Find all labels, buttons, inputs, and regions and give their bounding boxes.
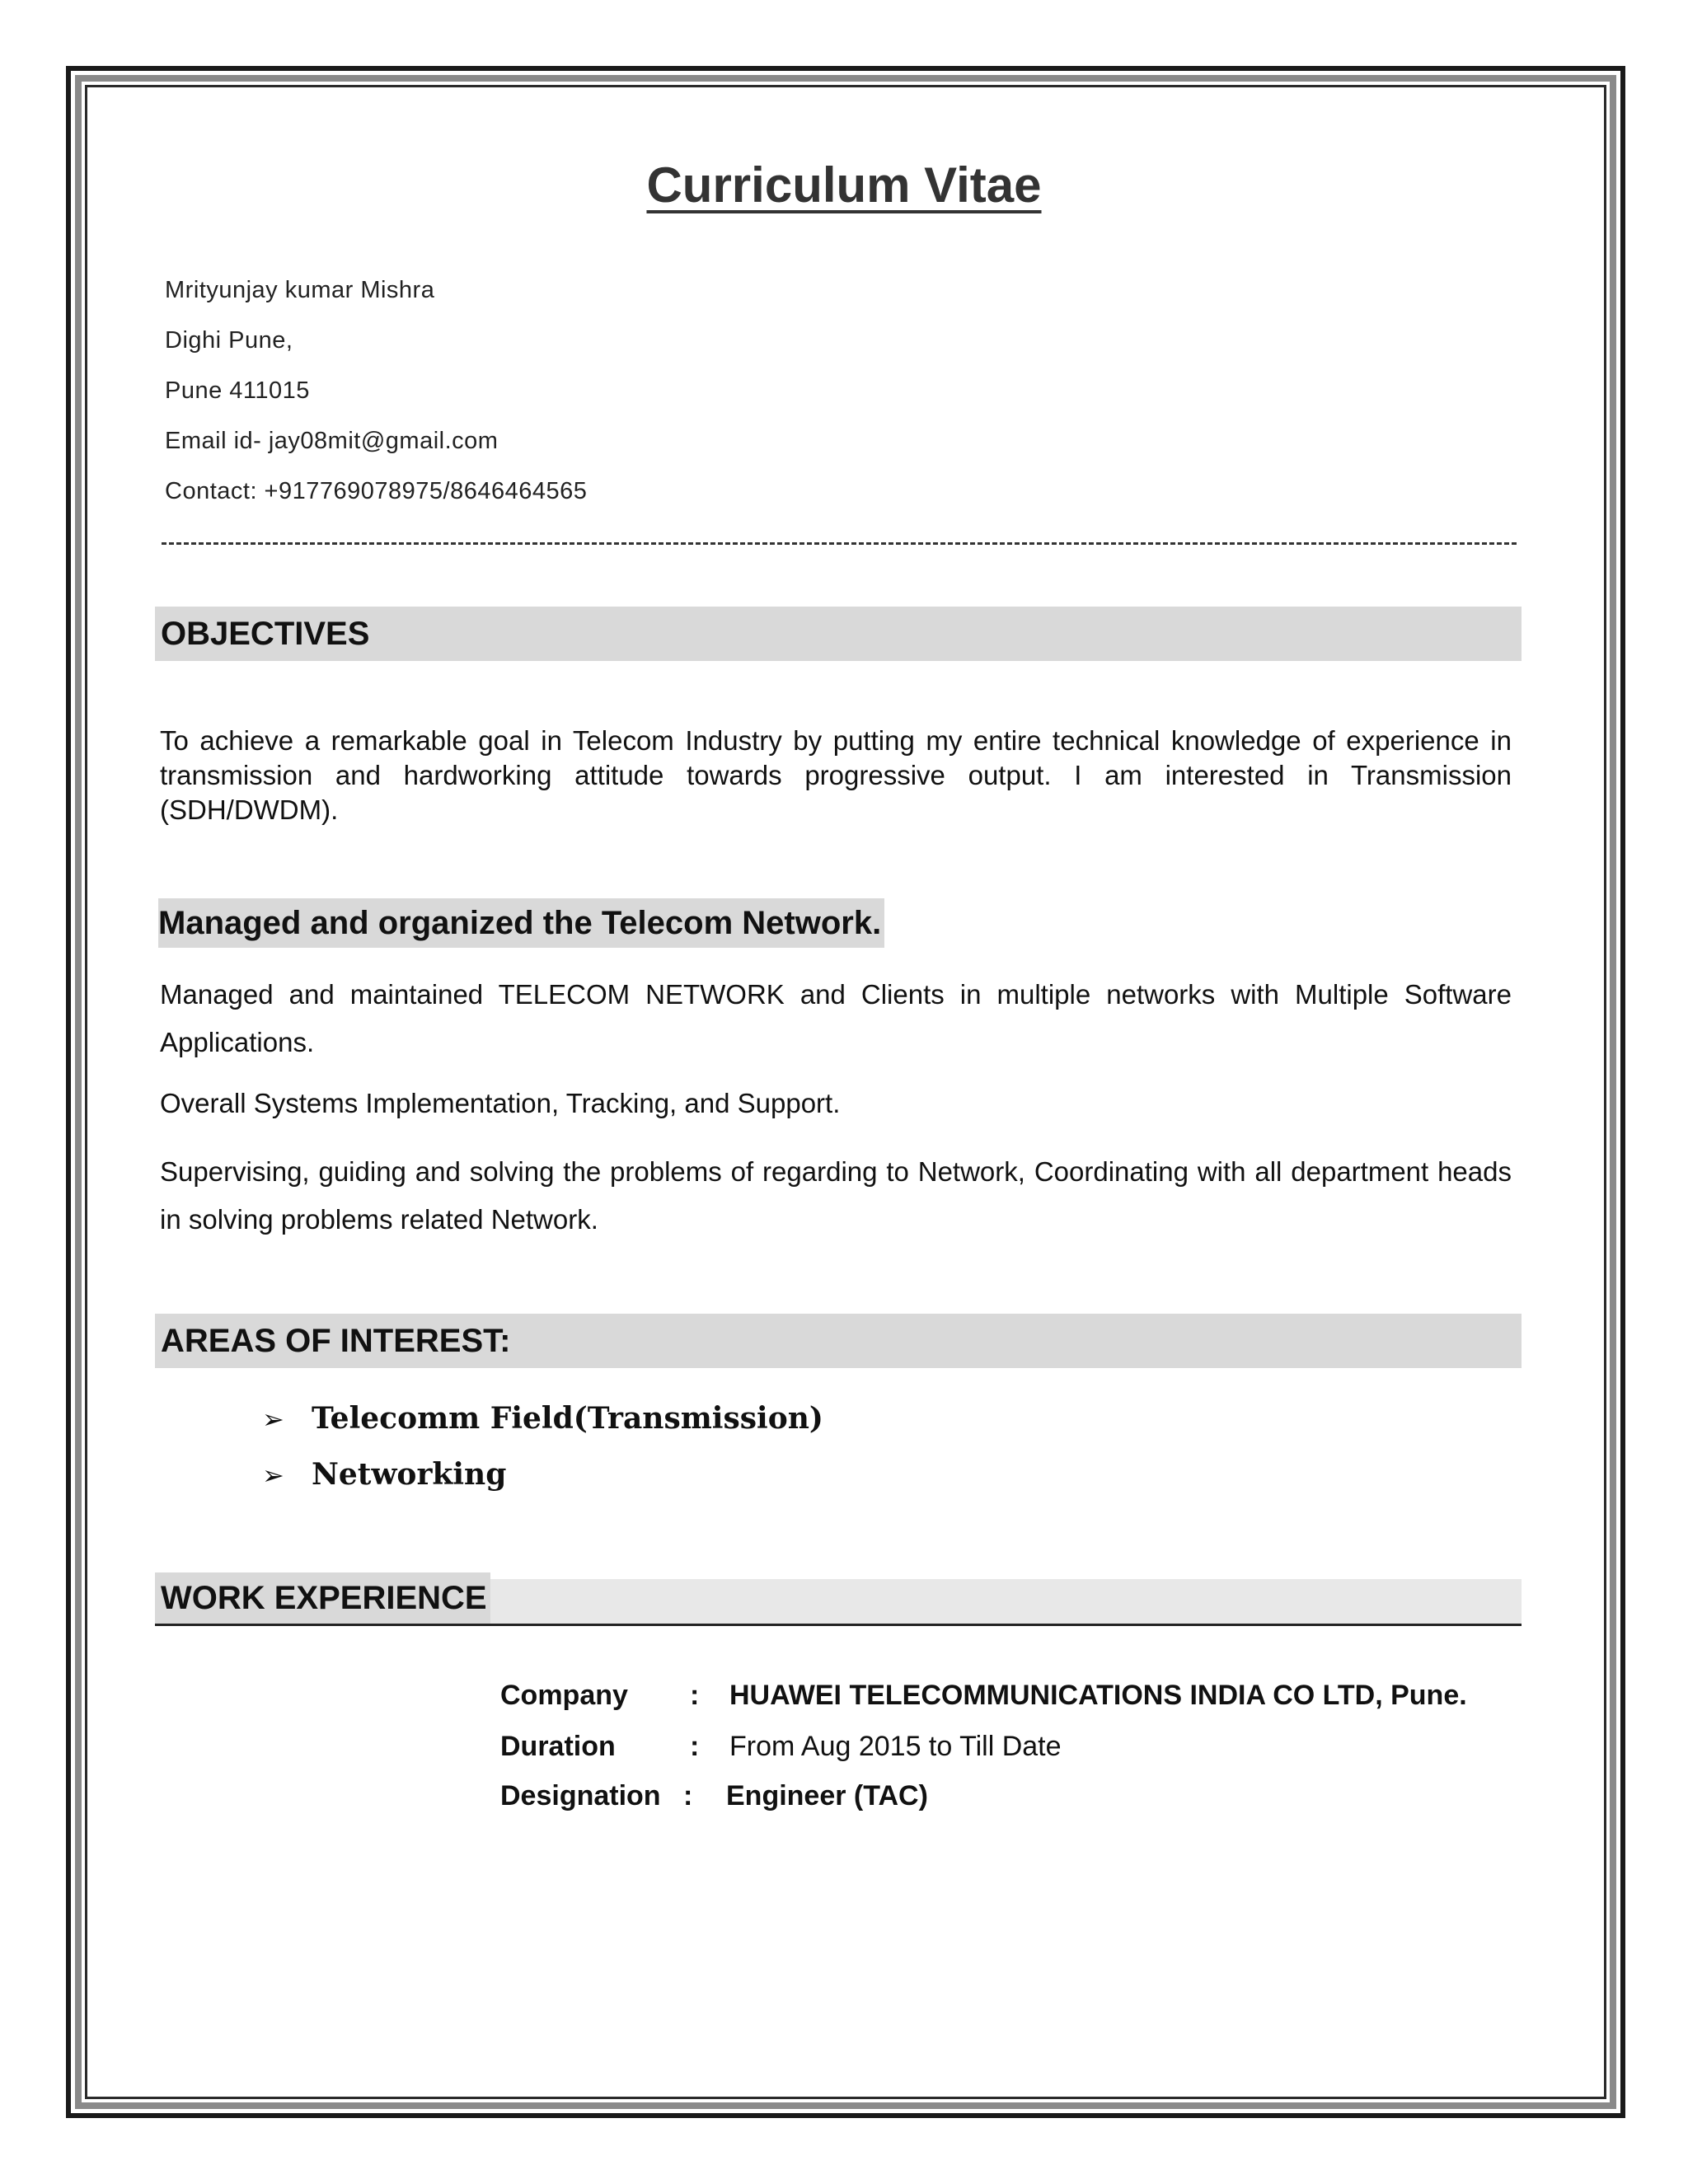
work-label: Designation — [500, 1780, 661, 1811]
interest-item: ➢ Networking — [262, 1457, 507, 1492]
work-value: From Aug 2015 to Till Date — [729, 1731, 1062, 1762]
interest-item: ➢ Telecomm Field(Transmission) — [262, 1401, 823, 1436]
objectives-heading: OBJECTIVES — [161, 616, 370, 652]
objectives-text: To achieve a remarkable goal in Telecom Industry by putting my entire technical knowledge of experience in transmission and hardworking attitude towards progressive output. I am interested in Transmission (SDH/DWDM). — [160, 725, 1512, 825]
work-separator: : — [690, 1731, 700, 1762]
email-line: Email id- jay08mit@gmail.com — [165, 428, 499, 454]
work-value: Engineer (TAC) — [726, 1780, 928, 1811]
work-separator: : — [690, 1680, 700, 1711]
address-line-2: Pune 411015 — [165, 377, 310, 404]
address-line-1: Dighi Pune, — [165, 327, 293, 354]
work-heading-underline — [155, 1624, 1522, 1626]
managed-paragraph-3: Supervising, guiding and solving the problems of regarding to Network, Coordinating with all department heads in solving problems related Network. — [160, 1156, 1512, 1235]
managed-paragraph-2: Overall Systems Implementation, Tracking, and Support. — [160, 1088, 841, 1118]
interests-heading: AREAS OF INTEREST: — [161, 1323, 511, 1359]
arrow-bullet-icon: ➢ — [262, 1460, 284, 1491]
work-heading: WORK EXPERIENCE — [155, 1572, 490, 1624]
separator-line — [162, 542, 1517, 545]
work-heading-bar-light — [474, 1579, 1522, 1624]
work-label: Duration — [500, 1731, 616, 1762]
contact-line: Contact: +917769078975/8646464565 — [165, 478, 588, 504]
work-separator: : — [683, 1780, 693, 1811]
managed-paragraph-1: Managed and maintained TELECOM NETWORK and Clients in multiple networks with Multiple Software Applications. — [160, 979, 1512, 1057]
work-value: HUAWEI TELECOMMUNICATIONS INDIA CO LTD, Pune. — [729, 1680, 1467, 1711]
document-title: Curriculum Vitae — [646, 157, 1042, 213]
applicant-name: Mrityunjay kumar Mishra — [165, 277, 435, 303]
managed-heading: Managed and organized the Telecom Network. — [158, 898, 884, 948]
arrow-bullet-icon: ➢ — [262, 1404, 284, 1435]
work-label: Company — [500, 1680, 628, 1711]
